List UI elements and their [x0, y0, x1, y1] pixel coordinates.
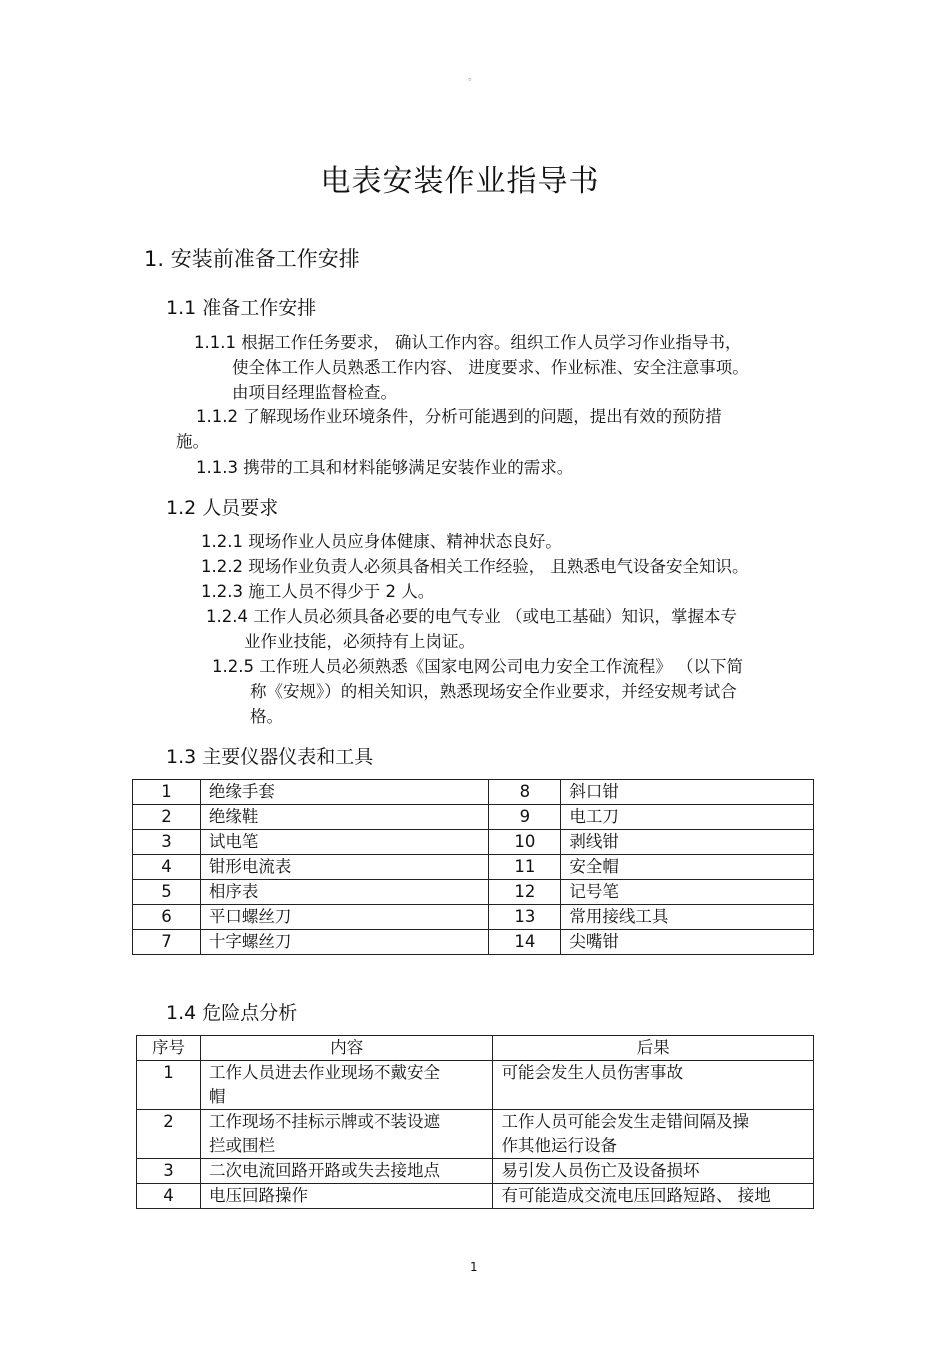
tool-number: 10 [489, 830, 561, 855]
tool-name: 安全帽 [561, 855, 814, 880]
table-row [133, 905, 814, 930]
header-mark: 。 [468, 72, 478, 83]
tool-number: 11 [489, 855, 561, 880]
tool-number: 9 [489, 805, 561, 830]
column-header-no: 序号 [137, 1036, 201, 1061]
hazard-result-line: 可能会发生人员伤害事故 [501, 1063, 683, 1082]
item-1-2-5-line1: 1.2.5 工作班人员必须熟悉《国家电网公司电力安全工作流程》 （以下简 [212, 657, 743, 676]
hazard-content-line: 电压回路操作 [208, 1186, 308, 1205]
hazard-result-line: 有可能造成交流电压回路短路、 接地 [501, 1186, 771, 1205]
hazard-result [493, 1159, 814, 1184]
item-1-2-4-line1: 1.2.4 工作人员必须具备必要的电气专业 （或电工基础）知识，掌握本专 [206, 607, 737, 626]
hazard-result-line: 作其他运行设备 [501, 1136, 617, 1155]
hazard-content [200, 1110, 493, 1159]
tool-name: 尖嘴钳 [561, 930, 814, 955]
tool-name: 剥线钳 [561, 830, 814, 855]
item-1-2-5-line2: 称《安规》）的相关知识，熟悉现场安全作业要求，并经安规考试合 [250, 682, 737, 701]
tool-number: 3 [133, 830, 201, 855]
hazard-table [136, 1035, 814, 1209]
tool-name: 试电笔 [200, 830, 489, 855]
tool-name: 绝缘鞋 [200, 805, 489, 830]
tool-name: 钳形电流表 [200, 855, 489, 880]
tools-table [132, 779, 814, 955]
tool-number: 2 [133, 805, 201, 830]
table-row [133, 805, 814, 830]
hazard-content [200, 1184, 493, 1209]
tool-name: 相序表 [200, 880, 489, 905]
hazard-result [493, 1110, 814, 1159]
tool-name: 记号笔 [561, 880, 814, 905]
item-1-1-2-line2: 施。 [176, 432, 209, 451]
tool-number: 6 [133, 905, 201, 930]
tool-name: 常用接线工具 [561, 905, 814, 930]
page-number: 1 [470, 1260, 478, 1274]
item-1-1-3: 1.1.3 携带的工具和材料能够满足安装作业的需求。 [196, 458, 574, 477]
tool-name: 绝缘手套 [200, 780, 489, 805]
hazard-result [493, 1184, 814, 1209]
table-row [133, 880, 814, 905]
hazard-result-line: 工作人员可能会发生走错间隔及操 [501, 1112, 749, 1131]
table-row [137, 1061, 814, 1110]
column-header-result: 后果 [493, 1036, 814, 1061]
hazard-number: 2 [137, 1110, 201, 1159]
tool-number: 13 [489, 905, 561, 930]
hazard-content-line: 工作人员进去作业现场不戴安全 [208, 1063, 440, 1082]
hazard-number: 3 [137, 1159, 201, 1184]
hazard-number: 4 [137, 1184, 201, 1209]
item-1-2-2: 1.2.2 现场作业负责人必须具备相关工作经验， 且熟悉电气设备安全知识。 [201, 557, 749, 576]
section-1-3-heading: 1.3 主要仪器仪表和工具 [166, 746, 374, 768]
section-1-1-heading: 1.1 准备工作安排 [166, 297, 317, 319]
tool-name: 平口螺丝刀 [200, 905, 489, 930]
table-row [133, 930, 814, 955]
tool-number: 5 [133, 880, 201, 905]
hazard-result [493, 1061, 814, 1110]
tool-number: 8 [489, 780, 561, 805]
table-row [137, 1159, 814, 1184]
tool-number: 14 [489, 930, 561, 955]
item-1-1-1-line2: 使全体工作人员熟悉工作内容、 进度要求、作业标准、安全注意事项。 [232, 358, 749, 377]
section-1-heading: 1. 安装前准备工作安排 [144, 247, 360, 271]
hazard-content [200, 1061, 493, 1110]
item-1-2-1: 1.2.1 现场作业人员应身体健康、精神状态良好。 [201, 532, 562, 551]
tool-number: 1 [133, 780, 201, 805]
document-title: 电表安装作业指导书 [320, 164, 600, 199]
item-1-2-3: 1.2.3 施工人员不得少于 2 人。 [201, 582, 435, 601]
table-row [133, 780, 814, 805]
section-1-2-heading: 1.2 人员要求 [166, 497, 279, 519]
column-header-content: 内容 [200, 1036, 493, 1061]
hazard-content-line: 帽 [208, 1087, 226, 1106]
hazard-content-line: 工作现场不挂标示牌或不装设遮 [208, 1112, 440, 1131]
hazard-content [200, 1159, 493, 1184]
table-row [133, 855, 814, 880]
tool-name: 电工刀 [561, 805, 814, 830]
item-1-1-2-line1: 1.1.2 了解现场作业环境条件，分析可能遇到的问题，提出有效的预防措 [196, 407, 722, 426]
table-row [137, 1184, 814, 1209]
section-1-4-heading: 1.4 危险点分析 [166, 1002, 298, 1024]
item-1-2-5-line3: 格。 [250, 707, 283, 726]
tool-name: 斜口钳 [561, 780, 814, 805]
hazard-number: 1 [137, 1061, 201, 1110]
item-1-1-1-line1: 1.1.1 根据工作任务要求， 确认工作内容。组织工作人员学习作业指导书， [194, 333, 742, 352]
table-row [137, 1110, 814, 1159]
hazard-content-line: 二次电流回路开路或失去接地点 [208, 1161, 440, 1180]
tool-number: 12 [489, 880, 561, 905]
item-1-2-4-line2: 业作业技能，必须持有上岗证。 [244, 632, 475, 651]
tool-number: 7 [133, 930, 201, 955]
item-1-1-1-line3: 由项目经理监督检查。 [232, 383, 397, 402]
tool-name: 十字螺丝刀 [200, 930, 489, 955]
tool-number: 4 [133, 855, 201, 880]
table-header-row [137, 1036, 814, 1061]
table-row [133, 830, 814, 855]
hazard-content-line: 拦或围栏 [208, 1136, 275, 1155]
hazard-result-line: 易引发人员伤亡及设备损坏 [501, 1161, 700, 1180]
